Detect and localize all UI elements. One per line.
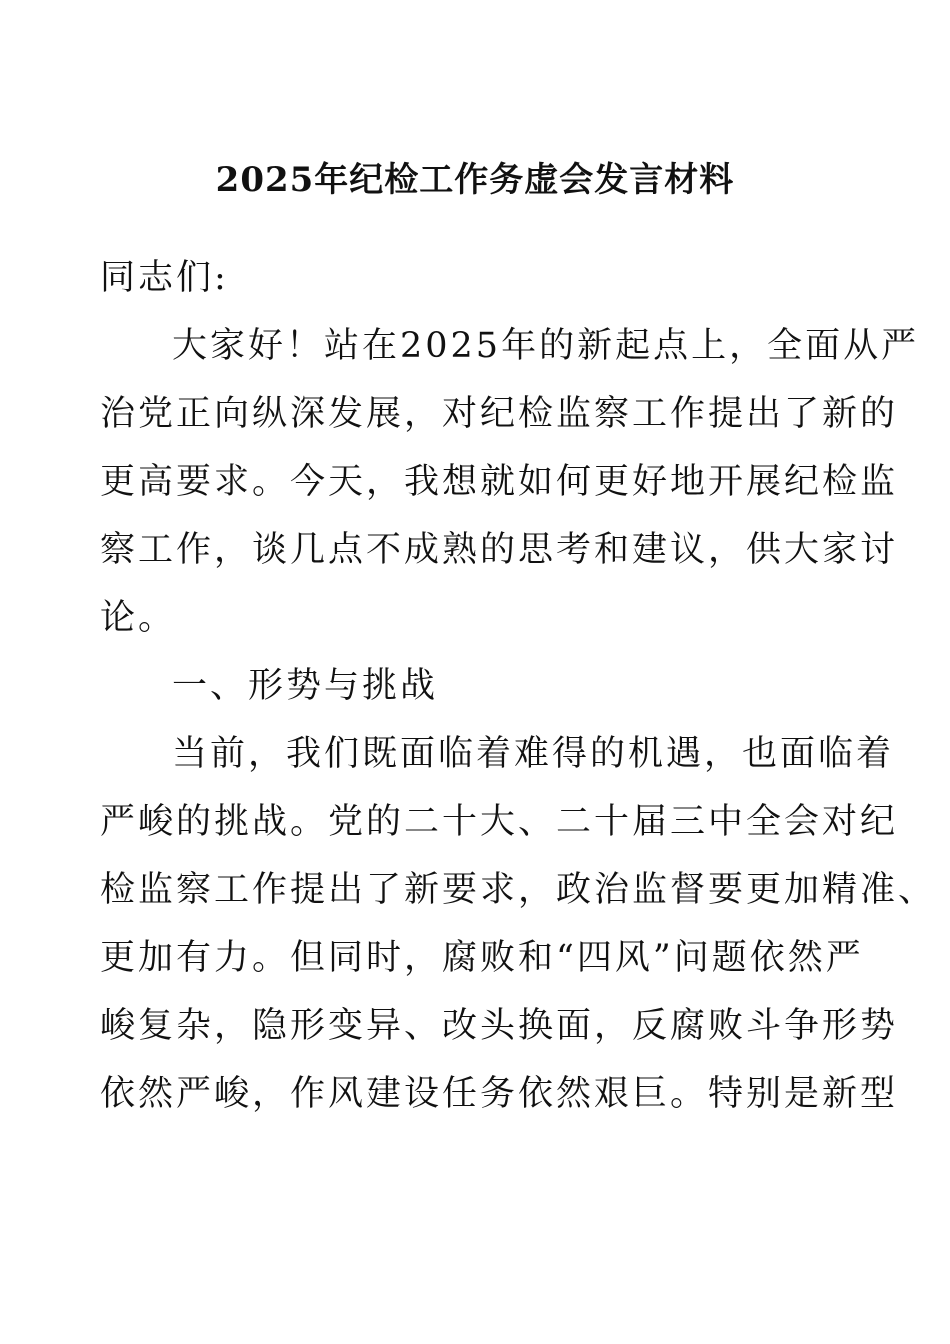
document-title: 2025年纪检工作务虚会发言材料 [215,160,735,200]
paragraph-line: 峻复杂，隐形变异、改头换面，反腐败斗争形势 [100,1006,899,1046]
salutation: 同志们: [100,258,229,298]
document-body [100,244,937,1128]
paragraph-line: 更加有力。但同时，腐败和“四风”问题依然严 [100,938,864,978]
paragraph-line: 依然严峻，作风建设任务依然艰巨。特别是新型 [100,1074,899,1114]
paragraph-line: 当前，我们既面临着难得的机遇，也面临着 [172,734,895,774]
paragraph-line: 大家好！站在2025年的新起点上，全面从严 [172,326,920,366]
section-heading: 一、形势与挑战 [172,666,439,706]
paragraph-line: 察工作，谈几点不成熟的思考和建议，供大家讨 [100,530,899,570]
paragraph-line: 治党正向纵深发展，对纪检监察工作提出了新的 [100,394,899,434]
paragraph-line: 论。 [100,598,177,638]
paragraph-line: 更高要求。今天，我想就如何更好地开展纪检监 [100,462,899,502]
paragraph-line: 检监察工作提出了新要求，政治监督要更加精准、 [100,870,937,910]
paragraph-line: 严峻的挑战。党的二十大、二十届三中全会对纪 [100,802,899,842]
